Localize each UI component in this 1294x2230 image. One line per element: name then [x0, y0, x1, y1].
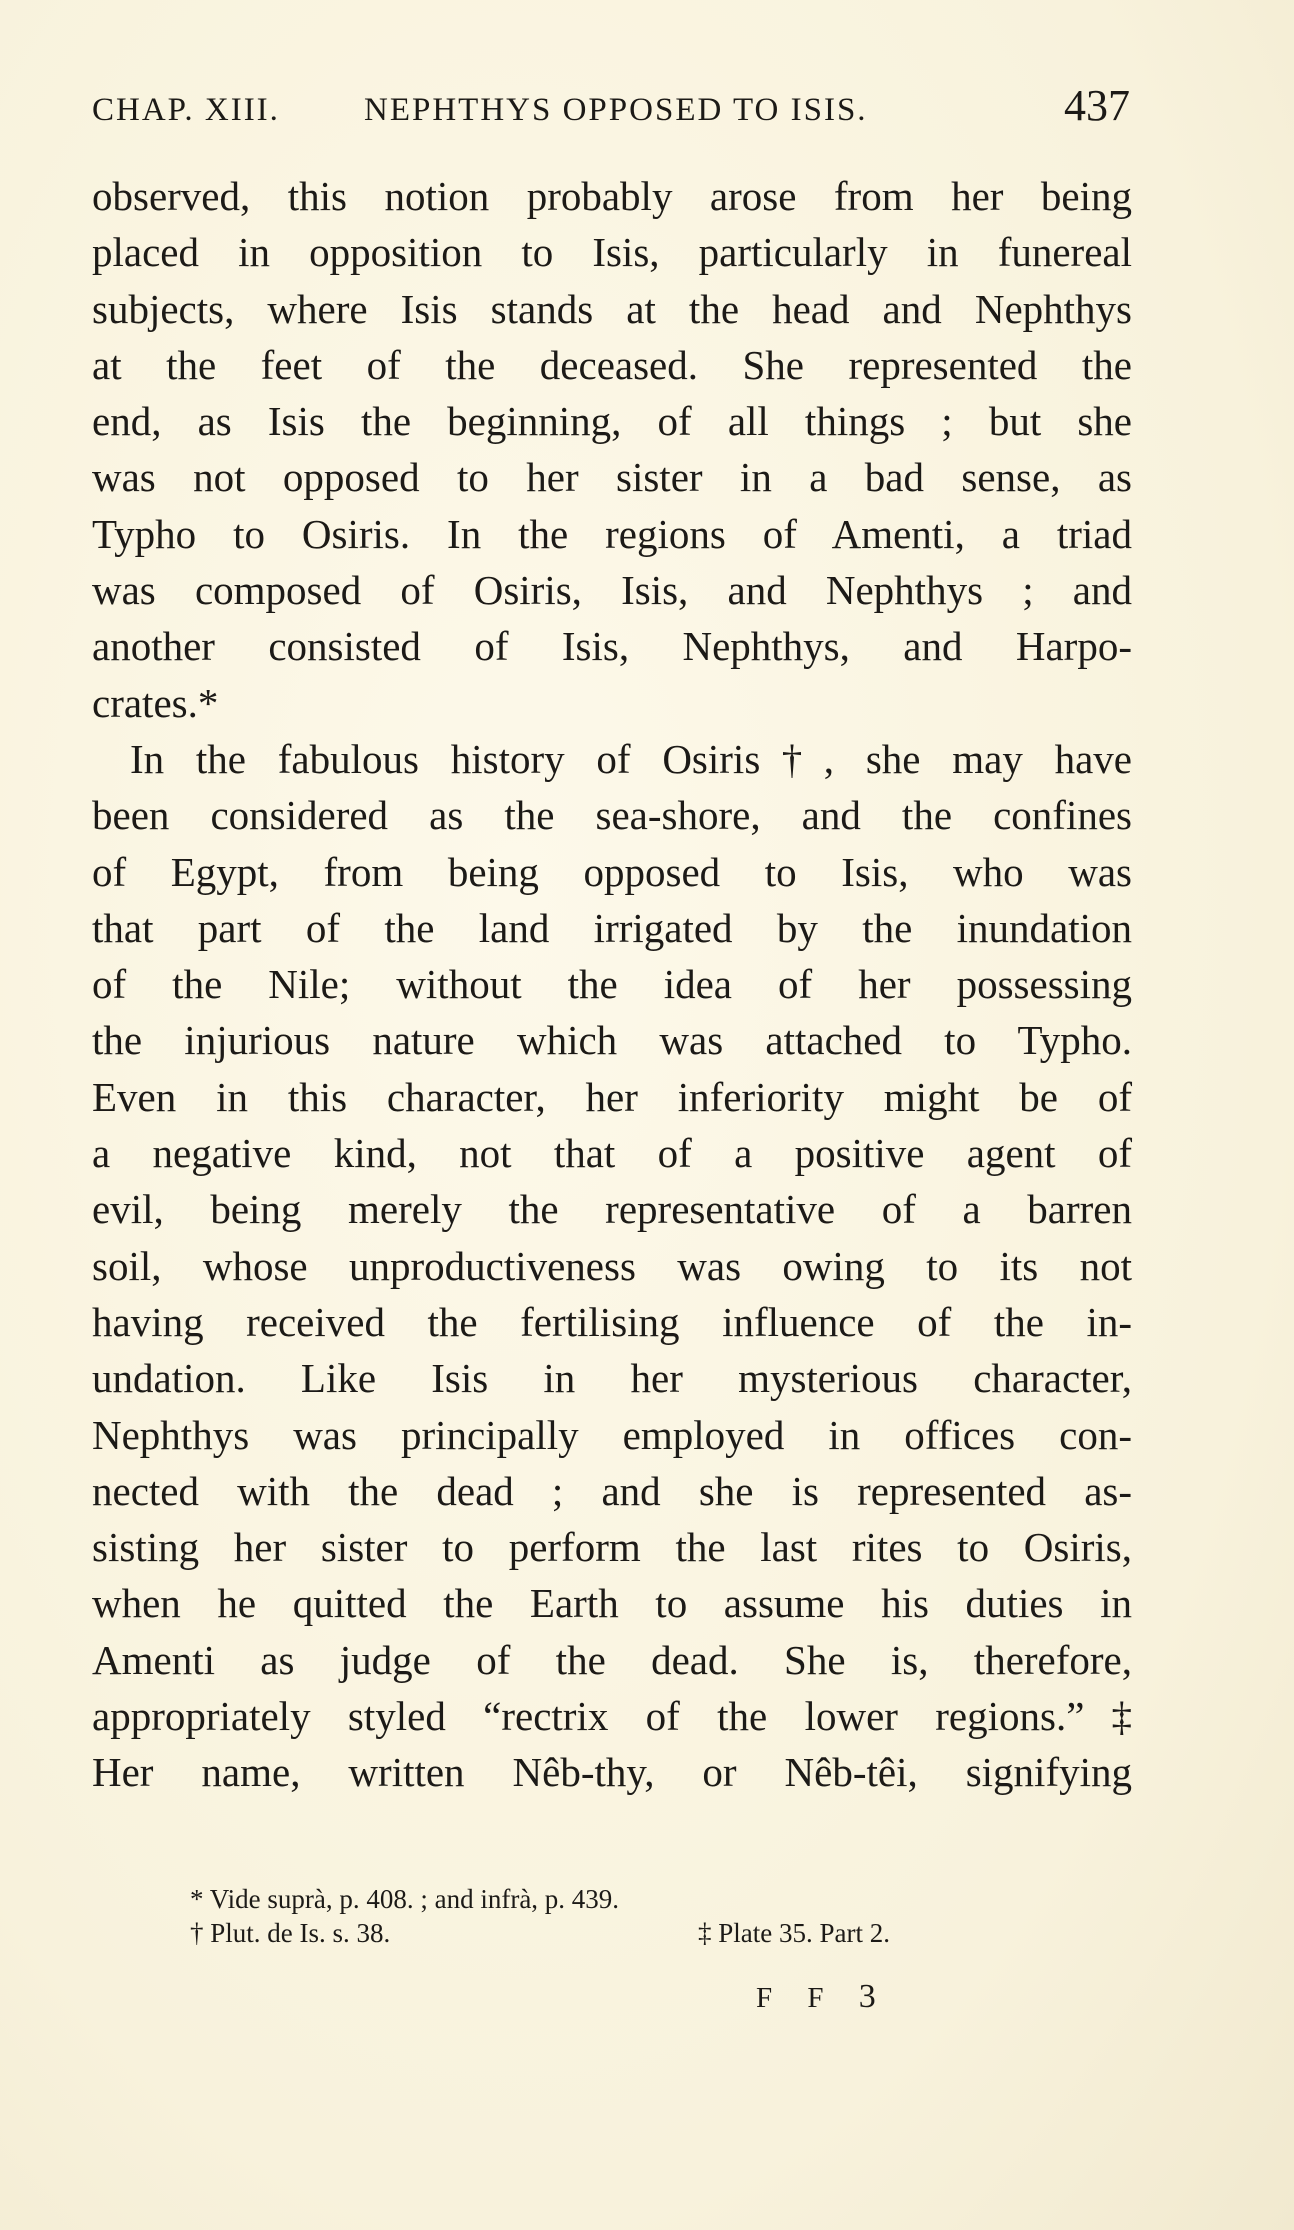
text-line: observed, this notion probably arose from her being — [92, 173, 1132, 219]
text-line: subjects, where Isis stands at the head and Nephthys — [92, 285, 1132, 332]
page-number: 437 — [1064, 81, 1130, 130]
running-header — [92, 80, 1130, 140]
footnotes — [190, 1882, 1070, 1950]
footnote-plate: ‡ Plate 35. Part 2. — [698, 1918, 890, 1948]
text-line: nected with the dead ; and she is represented as- — [92, 1467, 1132, 1514]
footnote-plutarch: † Plut. de Is. s. 38. — [190, 1918, 391, 1948]
chapter-label: CHAP. XIII. — [92, 92, 280, 128]
text-line: soil, whose unproductiveness was owing to its not — [92, 1242, 1132, 1289]
text-line: Nephthys was principally employed in offices con- — [92, 1411, 1132, 1458]
text-line: In the fabulous history of Osiris†, she may have — [130, 735, 1132, 782]
text-line: Her name, written Nêb-thy, or Nêb-têi, signifying — [92, 1749, 1132, 1796]
text-line: another consisted of Isis, Nephthys, and Harpo- — [92, 623, 1132, 670]
text-line: at the feet of the deceased. She represented the — [92, 341, 1132, 388]
body-text — [92, 168, 1132, 1801]
text-line: of the Nile; without the idea of her possessing — [92, 961, 1132, 1008]
text-line: undation. Like Isis in her mysterious character, — [92, 1355, 1132, 1402]
printer-signature-mark — [756, 1978, 876, 2016]
text-line: a negative kind, not that of a positive agent of — [92, 1130, 1132, 1177]
text-line: was composed of Osiris, Isis, and Nephthys ; and — [92, 567, 1132, 614]
text-line: that part of the land irrigated by the inundation — [92, 904, 1132, 951]
text-line: been considered as the sea-shore, and the confines — [92, 792, 1132, 839]
footnote-vide-supra: * Vide suprà, p. 408. ; and infrà, p. 439. — [190, 1884, 620, 1914]
text-line: having received the fertilising influence of the in- — [92, 1298, 1132, 1345]
text-line: when he quitted the Earth to assume his duties in — [92, 1580, 1132, 1627]
running-title: NEPHTHYS OPPOSED TO ISIS. — [364, 92, 868, 128]
text-line: was not opposed to her sister in a bad sense, as — [92, 454, 1132, 501]
text-line: evil, being merely the representative of a barren — [92, 1186, 1132, 1233]
text-line: appropriately styled “rectrix of the lower regions.”‡ — [92, 1693, 1132, 1740]
text-line: placed in opposition to Isis, particularly in funereal — [92, 229, 1132, 276]
text-line: crates.* — [92, 679, 219, 726]
text-line: Amenti as judge of the dead. She is, therefore, — [92, 1636, 1132, 1683]
text-line: Even in this character, her inferiority might be of — [92, 1073, 1132, 1120]
text-line: of Egypt, from being opposed to Isis, who was — [92, 848, 1132, 895]
text-line: the injurious nature which was attached to Typho. — [92, 1017, 1132, 1064]
text-line: Typho to Osiris. In the regions of Amenti, a triad — [92, 510, 1132, 557]
text-line: end, as Isis the beginning, of all things ; but she — [92, 398, 1132, 445]
signature-number: 3 — [858, 1978, 876, 2015]
text-line: sisting her sister to perform the last rites to Osiris, — [92, 1524, 1132, 1571]
signature-letters: F F — [756, 1982, 838, 2014]
